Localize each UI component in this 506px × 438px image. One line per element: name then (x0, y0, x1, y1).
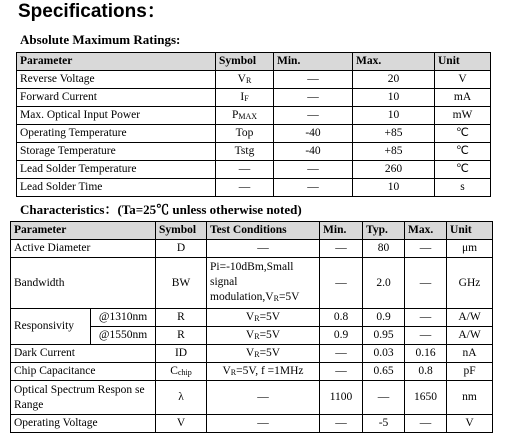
table-row (11, 240, 493, 258)
unit-cell: GHz (447, 258, 493, 309)
unit-cell: V (435, 71, 491, 89)
symbol-cell: R (156, 309, 207, 327)
characteristics-title: Characteristics：(Ta=25℃ unless otherwise noted) (20, 202, 302, 217)
max-cell: +85 (353, 143, 435, 161)
table-row (17, 161, 491, 179)
unit-cell: pF (447, 363, 493, 381)
table-header-row (17, 53, 491, 71)
max-cell: — (405, 415, 447, 433)
table-row (17, 107, 491, 125)
min-cell: 0.8 (320, 309, 363, 327)
min-cell: — (274, 179, 353, 197)
param-cell: Bandwidth (11, 258, 156, 309)
table-row (11, 258, 493, 309)
typ-cell: 0.9 (363, 309, 405, 327)
min-cell: — (274, 107, 353, 125)
col-header-min: Min. (274, 53, 353, 71)
max-cell: 20 (353, 71, 435, 89)
min-cell: — (320, 258, 363, 309)
col-header-min: Min. (320, 222, 363, 240)
condition-cell: $V_R=5V$, f =1MHz (207, 363, 320, 381)
unit-cell: nm (447, 381, 493, 415)
min-cell: — (320, 240, 363, 258)
param-cell: Chip Capacitance (11, 363, 156, 381)
symbol-cell: ID (156, 345, 207, 363)
unit-cell: A/W (447, 309, 493, 327)
param-cell: Optical Spectrum Respon se Range (11, 381, 156, 415)
typ-cell: 2.0 (363, 258, 405, 309)
table-row (17, 143, 491, 161)
col-header-test-conditions: Test Conditions (207, 222, 320, 240)
symbol-cell: λ (156, 381, 207, 415)
min-cell: — (274, 161, 353, 179)
typ-cell: 0.03 (363, 345, 405, 363)
max-cell: 0.8 (405, 363, 447, 381)
param-cell: Lead Solder Time (17, 179, 216, 197)
col-header-typ: Typ. (363, 222, 405, 240)
max-cell: 10 (353, 107, 435, 125)
table-row (11, 309, 493, 327)
symbol-cell: $V_R$ (216, 71, 274, 89)
col-header-max: Max. (405, 222, 447, 240)
unit-cell: s (435, 179, 491, 197)
table-row (17, 89, 491, 107)
param-cell: Max. Optical Input Power (17, 107, 216, 125)
param-cell: Storage Temperature (17, 143, 216, 161)
characteristics-table (10, 221, 493, 433)
typ-cell: — (363, 381, 405, 415)
wavelength-cell: @1550nm (91, 327, 156, 345)
symbol-cell: $C_{chip}$ (156, 363, 207, 381)
col-header-parameter: Parameter (11, 222, 156, 240)
condition-cell: Pi=-10dBm,Small signal $modulation,V_R=5V$ (207, 258, 320, 309)
max-cell: — (405, 327, 447, 345)
abs-max-ratings-title: Absolute Maximum Ratings: (20, 32, 181, 47)
param-cell: Active Diameter (11, 240, 156, 258)
param-cell: Forward Current (17, 89, 216, 107)
max-cell: 1650 (405, 381, 447, 415)
unit-cell: nA (447, 345, 493, 363)
min-cell: — (274, 89, 353, 107)
col-header-unit: Unit (447, 222, 493, 240)
table-row (11, 415, 493, 433)
symbol-cell: Tstg (216, 143, 274, 161)
unit-cell: A/W (447, 327, 493, 345)
unit-cell: mA (435, 89, 491, 107)
page-title: Specifications： (18, 1, 166, 22)
unit-cell: ℃ (435, 161, 491, 179)
min-cell: 0.9 (320, 327, 363, 345)
table-row (11, 345, 493, 363)
symbol-cell: V (156, 415, 207, 433)
param-cell: Lead Solder Temperature (17, 161, 216, 179)
table-row (17, 125, 491, 143)
param-cell: Responsivity (11, 309, 91, 345)
unit-cell: μm (447, 240, 493, 258)
typ-cell: 80 (363, 240, 405, 258)
table-row (11, 363, 493, 381)
symbol-cell: BW (156, 258, 207, 309)
param-cell: Operating Temperature (17, 125, 216, 143)
max-cell: +85 (353, 125, 435, 143)
max-cell: 260 (353, 161, 435, 179)
condition-cell: $V_R=5V$ (207, 345, 320, 363)
param-cell: Dark Current (11, 345, 156, 363)
max-cell: 10 (353, 179, 435, 197)
unit-cell: mW (435, 107, 491, 125)
min-cell: — (274, 71, 353, 89)
wavelength-cell: @1310nm (91, 309, 156, 327)
unit-cell: ℃ (435, 143, 491, 161)
max-cell: 10 (353, 89, 435, 107)
table-row (17, 71, 491, 89)
abs-max-ratings-table (16, 52, 491, 197)
col-header-symbol: Symbol (216, 53, 274, 71)
min-cell: -40 (274, 125, 353, 143)
min-cell: — (320, 345, 363, 363)
table-row (11, 381, 493, 415)
min-cell: 1100 (320, 381, 363, 415)
col-header-unit: Unit (435, 53, 491, 71)
col-header-parameter: Parameter (17, 53, 216, 71)
table-header-row (11, 222, 493, 240)
unit-cell: ℃ (435, 125, 491, 143)
condition-cell: $V_R=5V$ (207, 327, 320, 345)
symbol-cell: $I_F$ (216, 89, 274, 107)
condition-cell: — (207, 415, 320, 433)
max-cell: — (405, 309, 447, 327)
typ-cell: -5 (363, 415, 405, 433)
param-cell: Reverse Voltage (17, 71, 216, 89)
typ-cell: 0.65 (363, 363, 405, 381)
symbol-cell: D (156, 240, 207, 258)
symbol-cell: — (216, 161, 274, 179)
typ-cell: 0.95 (363, 327, 405, 345)
condition-cell: $V_R=5V$ (207, 309, 320, 327)
symbol-cell: R (156, 327, 207, 345)
min-cell: — (320, 415, 363, 433)
unit-cell: V (447, 415, 493, 433)
table-row (17, 179, 491, 197)
condition-cell: — (207, 381, 320, 415)
param-cell: Operating Voltage (11, 415, 156, 433)
symbol-cell: $P_{MAX}$ (216, 107, 274, 125)
col-header-symbol: Symbol (156, 222, 207, 240)
symbol-cell: Top (216, 125, 274, 143)
min-cell: -40 (274, 143, 353, 161)
max-cell: 0.16 (405, 345, 447, 363)
max-cell: — (405, 240, 447, 258)
max-cell: — (405, 258, 447, 309)
col-header-max: Max. (353, 53, 435, 71)
min-cell: — (320, 363, 363, 381)
symbol-cell: — (216, 179, 274, 197)
condition-cell: — (207, 240, 320, 258)
